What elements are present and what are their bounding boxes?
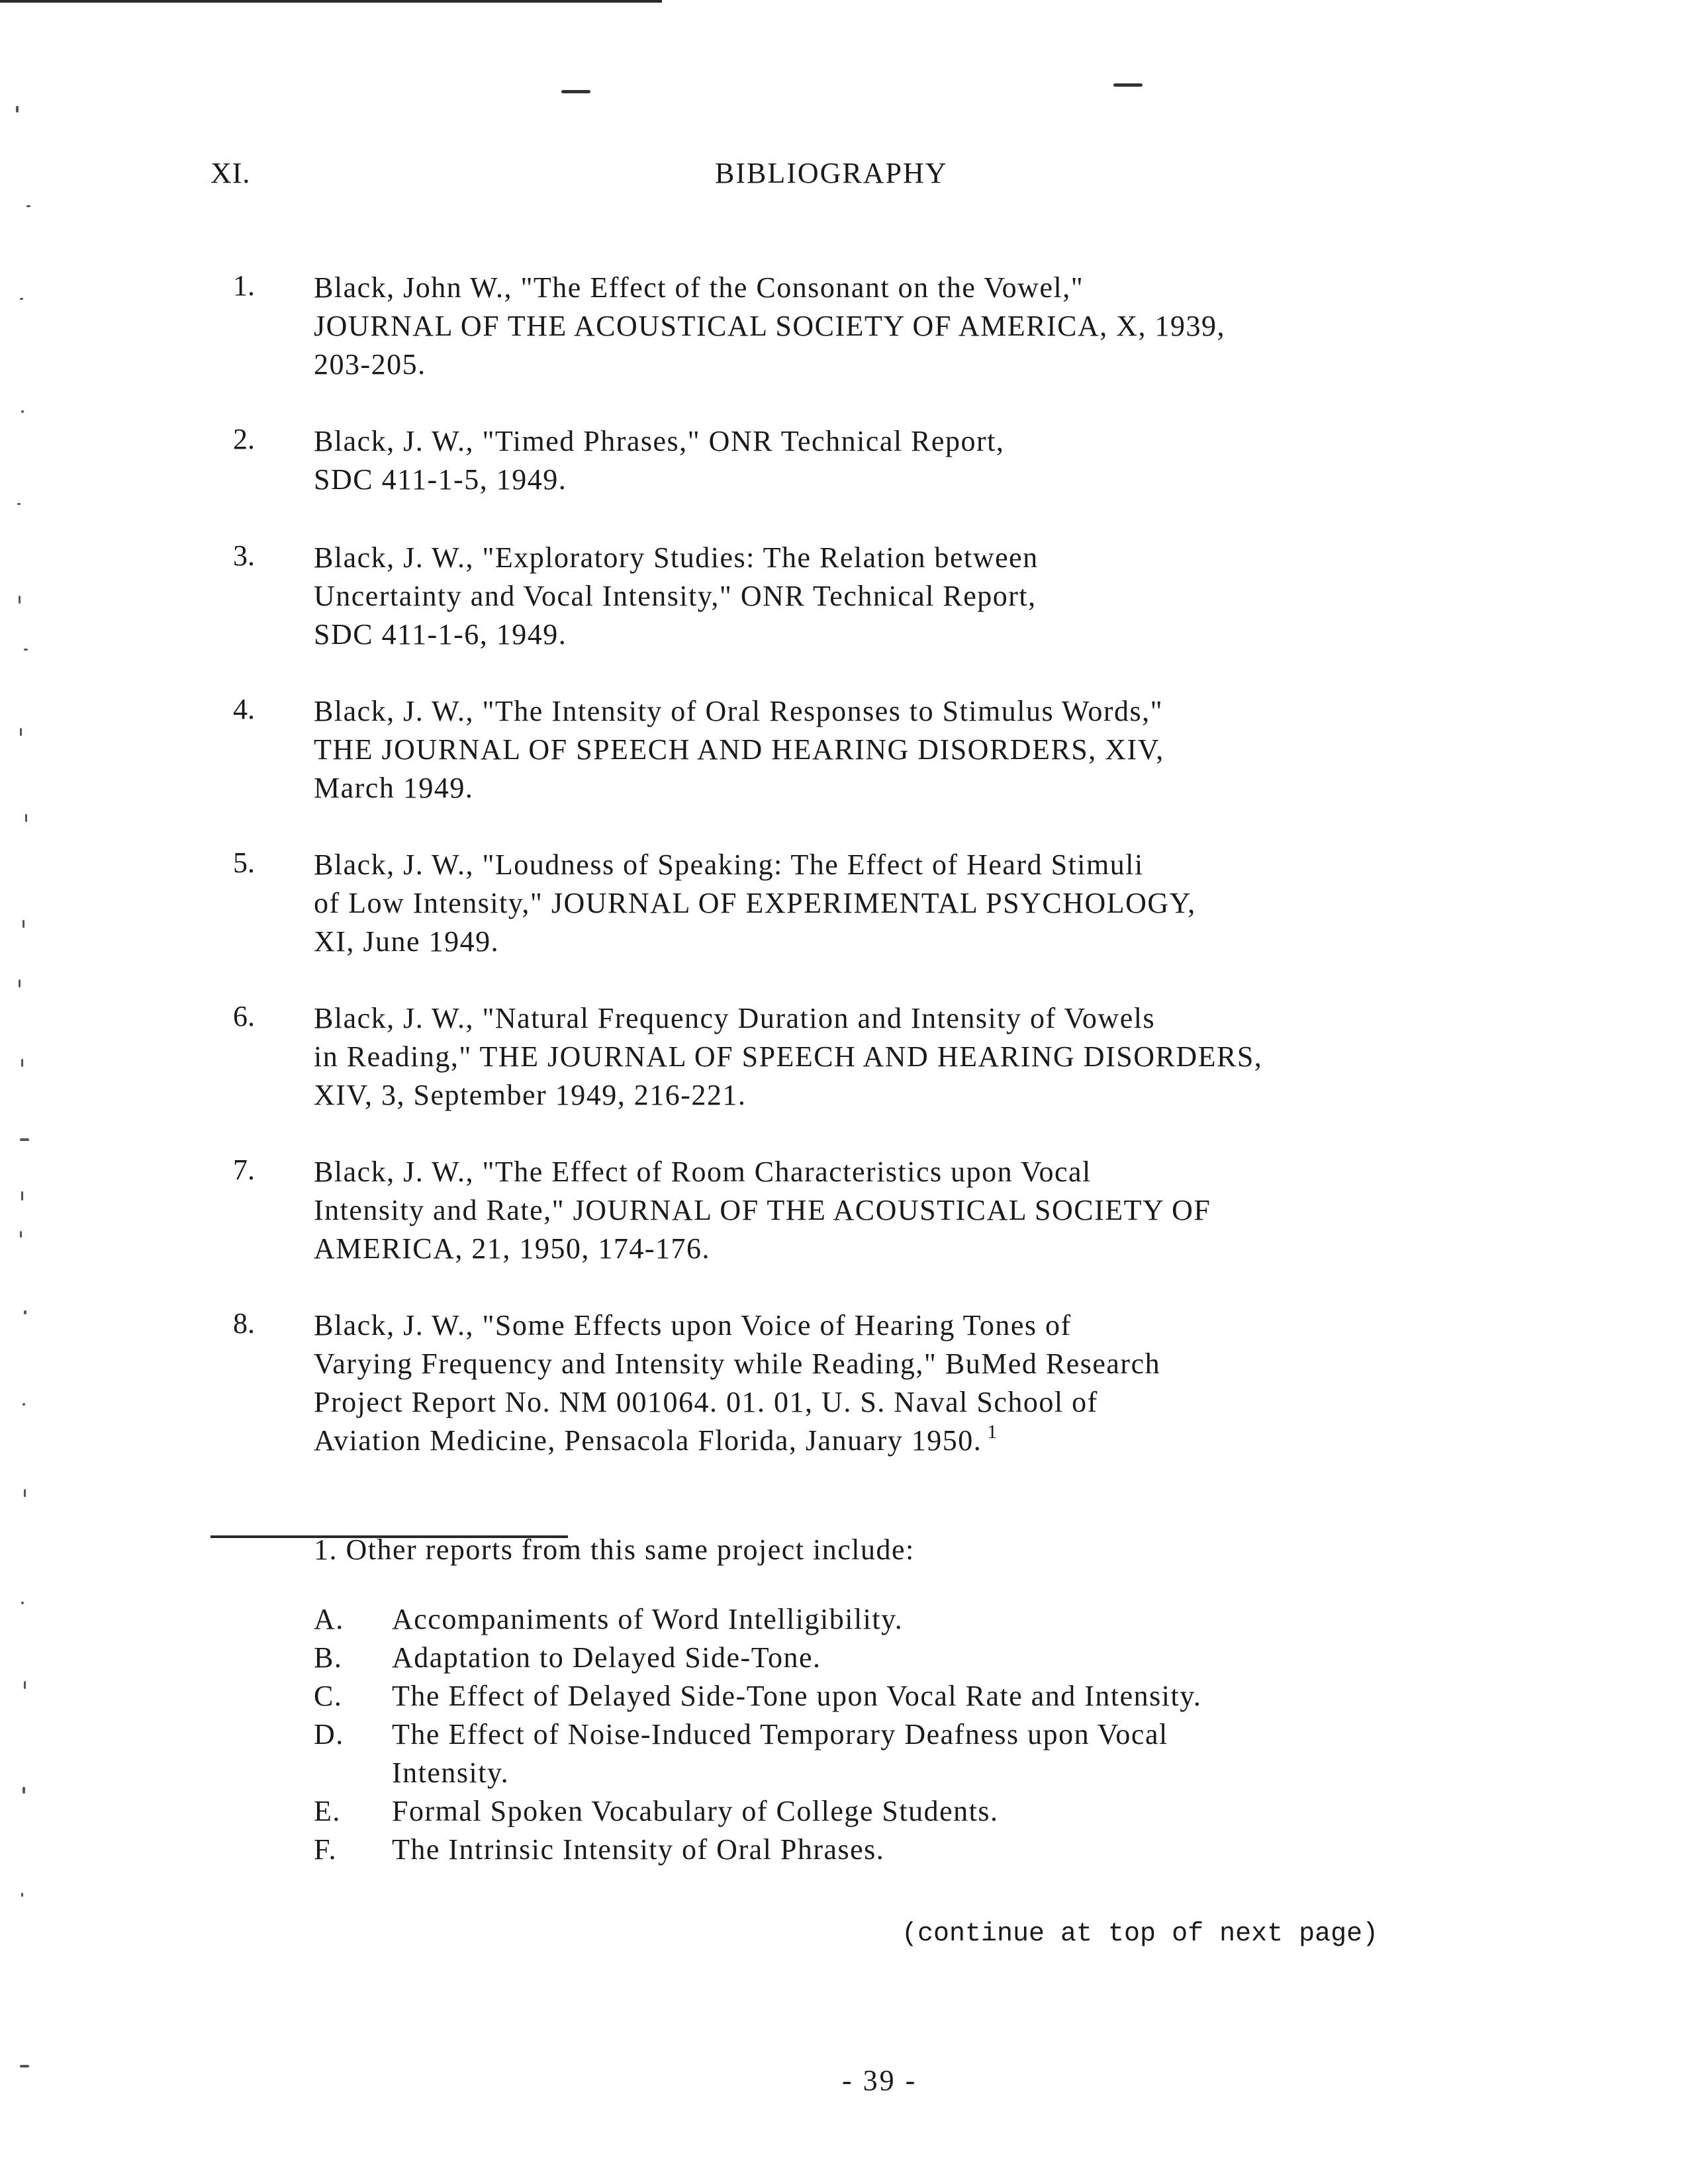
report-item [314, 1792, 1532, 1831]
citation-line: THE JOURNAL OF SPEECH AND HEARING DISORDERS, XIV, [314, 733, 1164, 766]
report-title: The Intrinsic Intensity of Oral Phrases. [392, 1833, 885, 1866]
citation-line: Black, J. W., "Exploratory Studies: The Relation between [314, 541, 1039, 574]
report-title: The Effect of Noise-Induced Temporary Deafness upon Vocal [392, 1718, 1168, 1751]
report-letter: A. [314, 1603, 344, 1635]
entry-citation [314, 269, 1532, 384]
citation-line: Uncertainty and Vocal Intensity," ONR Technical Report, [314, 580, 1037, 612]
entry-citation [314, 422, 1532, 499]
citation-line: March 1949. [314, 772, 474, 804]
citation-line: 203-205. [314, 348, 426, 381]
citation-line: SDC 411-1-6, 1949. [314, 618, 567, 651]
citation-line: Black, J. W., "Some Effects upon Voice of Hearing Tones of [314, 1309, 1072, 1342]
report-item [314, 1831, 1532, 1869]
citation-line: Black, J. W., "Natural Frequency Duration and Intensity of Vowels [314, 1002, 1156, 1034]
bibliography-entry [0, 846, 1684, 999]
section-title: BIBLIOGRAPHY [715, 157, 948, 189]
citation-line [314, 1422, 1532, 1463]
entry-number: 8. [233, 1307, 255, 1340]
citation-line: Black, J. W., "The Intensity of Oral Responses to Stimulus Words," [314, 695, 1164, 727]
header-mark-left [561, 90, 590, 93]
continue-note: (continue at top of next page) [902, 1919, 1379, 1949]
report-letter: D. [314, 1718, 344, 1751]
report-title: Formal Spoken Vocabulary of College Students. [392, 1795, 999, 1827]
report-letter: E. [314, 1795, 341, 1827]
entry-citation [314, 692, 1532, 807]
entry-number: 1. [233, 269, 255, 302]
citation-line: Black, J. W., "Loudness of Speaking: The Effect of Heard Stimuli [314, 848, 1144, 881]
bibliography-entry [0, 539, 1684, 692]
header-mark-right [1113, 83, 1143, 87]
bibliography-list [0, 269, 1684, 1498]
citation-line: Varying Frequency and Intensity while Reading," BuMed Research [314, 1347, 1161, 1380]
entry-citation [314, 539, 1532, 654]
citation-line: of Low Intensity," JOURNAL OF EXPERIMENTAL PSYCHOLOGY, [314, 887, 1196, 919]
entry-number: 4. [233, 693, 255, 725]
entry-citation [314, 1306, 1532, 1463]
bibliography-entry [0, 692, 1684, 846]
report-letter: B. [314, 1641, 343, 1674]
citation-line: AMERICA, 21, 1950, 174-176. [314, 1232, 711, 1265]
bibliography-entry [0, 1306, 1684, 1498]
citation-line: JOURNAL OF THE ACOUSTICAL SOCIETY OF AMERICA, X, 1939, [314, 310, 1226, 342]
report-title: The Effect of Delayed Side-Tone upon Vocal Rate and Intensity. [392, 1680, 1202, 1712]
citation-line: Intensity and Rate," JOURNAL OF THE ACOUSTICAL SOCIETY OF [314, 1194, 1211, 1226]
citation-line: XIV, 3, September 1949, 216-221. [314, 1079, 747, 1111]
page-number: - 39 - [842, 2064, 917, 2097]
report-item [314, 1600, 1532, 1639]
bibliography-entry [0, 422, 1684, 539]
bibliography-entry [0, 1153, 1684, 1306]
footnote-reference: 1 [987, 1421, 998, 1443]
top-scan-rule [0, 0, 662, 3]
report-title-continued: Intensity. [392, 1756, 510, 1789]
footnote-report-list [314, 1600, 1532, 1869]
report-item [314, 1715, 1532, 1792]
citation-line: Black, J. W., "The Effect of Room Characteristics upon Vocal [314, 1156, 1092, 1188]
citation-line: SDC 411-1-5, 1949. [314, 463, 567, 496]
bibliography-entry [0, 999, 1684, 1153]
entry-number: 5. [233, 846, 255, 879]
report-item [314, 1639, 1532, 1677]
entry-number: 6. [233, 1000, 255, 1032]
citation-line: in Reading," THE JOURNAL OF SPEECH AND HEARING DISORDERS, [314, 1040, 1263, 1073]
citation-line: Project Report No. NM 001064. 01. 01, U. S. Naval School of [314, 1386, 1098, 1418]
footnote-marker: 1. [314, 1533, 338, 1566]
entry-citation [314, 846, 1532, 961]
report-title: Accompaniments of Word Intelligibility. [392, 1603, 904, 1635]
footnote-heading [314, 1533, 915, 1567]
footnote-text: Other reports from this same project include: [346, 1533, 915, 1566]
entry-citation [314, 999, 1532, 1115]
bibliography-entry [0, 269, 1684, 422]
citation-line-text: Aviation Medicine, Pensacola Florida, January 1950. [314, 1424, 982, 1457]
entry-citation [314, 1153, 1532, 1268]
report-item [314, 1677, 1532, 1715]
citation-line: XI, June 1949. [314, 925, 500, 958]
citation-line: Black, J. W., "Timed Phrases," ONR Technical Report, [314, 425, 1005, 457]
report-letter: C. [314, 1680, 343, 1712]
entry-number: 3. [233, 539, 255, 572]
entry-number: 7. [233, 1154, 255, 1186]
report-title: Adaptation to Delayed Side-Tone. [392, 1641, 821, 1674]
section-number: XI. [210, 157, 251, 189]
entry-number: 2. [233, 423, 255, 455]
report-letter: F. [314, 1833, 337, 1866]
citation-line: Black, John W., "The Effect of the Consonant on the Vowel," [314, 271, 1084, 304]
